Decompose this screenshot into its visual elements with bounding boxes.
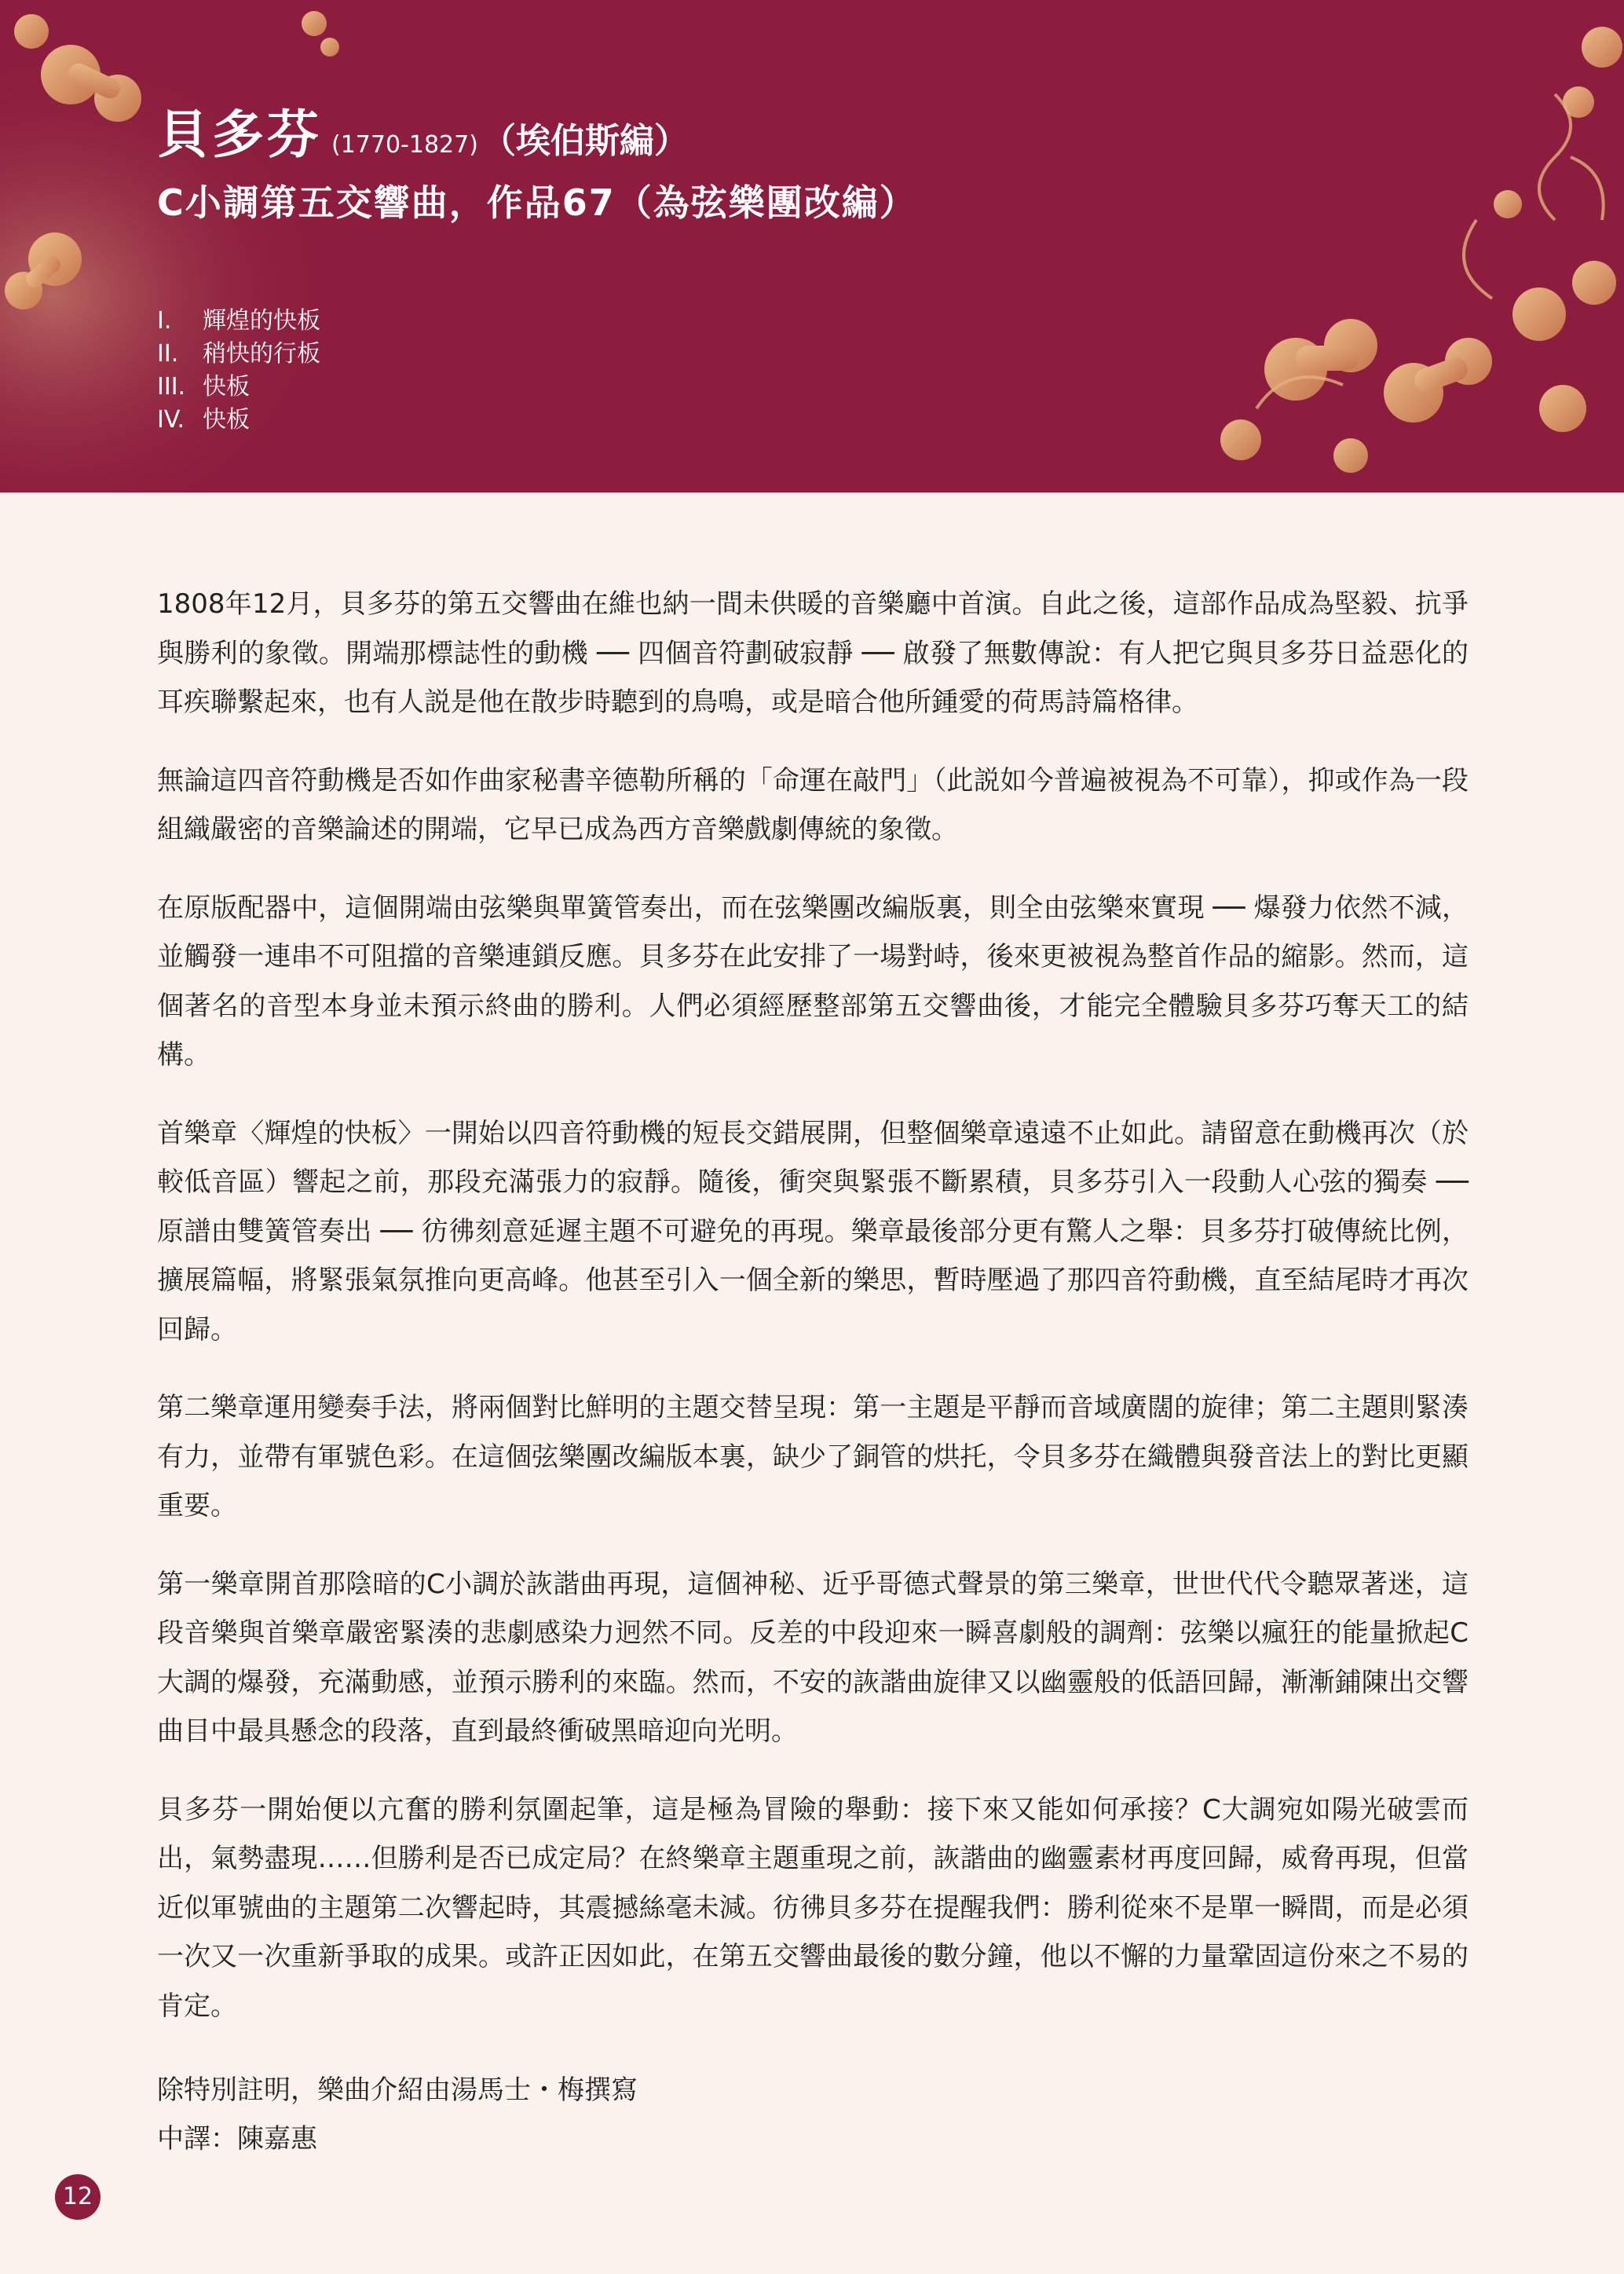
movement-list <box>157 305 320 437</box>
movement-name: 快板 <box>203 406 250 434</box>
page-number: 12 <box>55 2174 101 2220</box>
work-title: C小調第五交響曲，作品67（為弦樂團改編） <box>157 181 917 224</box>
translator-credit: 中譯：陳嘉惠 <box>157 2123 317 2155</box>
paragraph: 1808年12月，貝多芬的第五交響曲在維也納一間未供暖的音樂廳中首演。自此之後，這部作品成為堅毅、抗爭與勝利的象徵。開端那標誌性的動機 ── 四個音符劃破寂靜 ── 啟發了無數傳說：有人把它與貝多芬日益惡化的耳疾聯繫起來，也有人説是他在散步時聽到的鳥鳴，或是暗合他所鍾愛的荷馬詩篇格律。 <box>157 588 1469 718</box>
arranger: （埃伯斯編） <box>481 121 689 161</box>
movement-number: IV. <box>157 406 185 434</box>
paragraph: 首樂章〈輝煌的快板〉一開始以四音符動機的短長交錯展開，但整個樂章遠遠不止如此。請留意在動機再次（於較低音區）響起之前，那段充滿張力的寂靜。隨後，衝突與緊張不斷累積，貝多芬引入一段動人心弦的獨奏 ── 原譜由雙簧管奏出 ── 彷彿刻意延遲主題不可避免的再現。樂章最後部分更有驚人之舉：貝多芬打破傳統比例，擴展篇幅，將緊張氣氛推向更高峰。他甚至引入一個全新的樂思，暫時壓過了那四音符動機，直至結尾時才再次回歸。 <box>157 1117 1469 1346</box>
composer-years: (1770-1827) <box>331 131 478 159</box>
movement-number: I. <box>157 307 172 335</box>
movement-name: 稍快的行板 <box>203 340 320 368</box>
paragraph: 第一樂章開首那陰暗的C小調於詼諧曲再現，這個神秘、近乎哥德式聲景的第三樂章，世世代代令聽眾著迷，這段音樂與首樂章嚴密緊湊的悲劇感染力迥然不同。反差的中段迎來一瞬喜劇般的調劑：弦樂以瘋狂的能量掀起C大調的爆發，充滿動感，並預示勝利的來臨。然而，不安的詼諧曲旋律又以幽靈般的低語回歸，漸漸鋪陳出交響曲目中最具懸念的段落，直到最終衝破黑暗迎向光明。 <box>157 1568 1469 1747</box>
paragraph: 無論這四音符動機是否如作曲家秘書辛德勒所稱的「命運在敲門」（此説如今普遍被視為不可靠），抑或作為一段組織嚴密的音樂論述的開端，它早已成為西方音樂戲劇傳統的象徵。 <box>157 764 1469 845</box>
title-line <box>157 93 689 167</box>
movement-number: III. <box>157 373 186 401</box>
movement-item <box>157 404 320 437</box>
program-notes-body <box>157 580 1469 2060</box>
movement-item <box>157 305 320 338</box>
paragraph: 貝多芬一開始便以亢奮的勝利氛圍起筆，這是極為冒險的舉動：接下來又能如何承接？C大調宛如陽光破雲而出，氣勢盡現……但勝利是否已成定局？在終樂章主題重現之前，詼諧曲的幽靈素材再度回歸，威脅再現，但當近似軍號曲的主題第二次響起時，其震撼絲毫未減。彷彿貝多芬在提醒我們：勝利從來不是單一瞬間，而是必須一次又一次重新爭取的成果。或許正因如此，在第五交響曲最後的數分鐘，他以不懈的力量鞏固這份來之不易的肯定。 <box>157 1793 1469 2022</box>
composer-name: 貝多芬 <box>157 104 322 165</box>
movement-item <box>157 338 320 371</box>
credits <box>157 2066 638 2163</box>
movement-name: 快板 <box>203 373 250 401</box>
paragraph: 在原版配器中，這個開端由弦樂與單簧管奏出，而在弦樂團改編版裏，則全由弦樂來實現 ── 爆發力依然不減，並觸發一連串不可阻擋的音樂連鎖反應。貝多芬在此安排了一場對峙，後來更被視為整首作品的縮影。然而，這個著名的音型本身並未預示終曲的勝利。人們必須經歷整部第五交響曲後，才能完全體驗貝多芬巧奪天工的結構。 <box>157 892 1469 1071</box>
movement-name: 輝煌的快板 <box>203 307 320 335</box>
paragraph: 第二樂章運用變奏手法，將兩個對比鮮明的主題交替呈現：第一主題是平靜而音域廣闊的旋律；第二主題則緊湊有力，並帶有軍號色彩。在這個弦樂團改編版本裏，缺少了銅管的烘托，令貝多芬在織體與發音法上的對比更顯重要。 <box>157 1392 1469 1521</box>
movement-number: II. <box>157 340 179 368</box>
author-credit: 除特別註明，樂曲介紹由湯馬士・梅撰寫 <box>157 2074 638 2106</box>
movement-item <box>157 371 320 404</box>
header-banner <box>0 0 1624 493</box>
